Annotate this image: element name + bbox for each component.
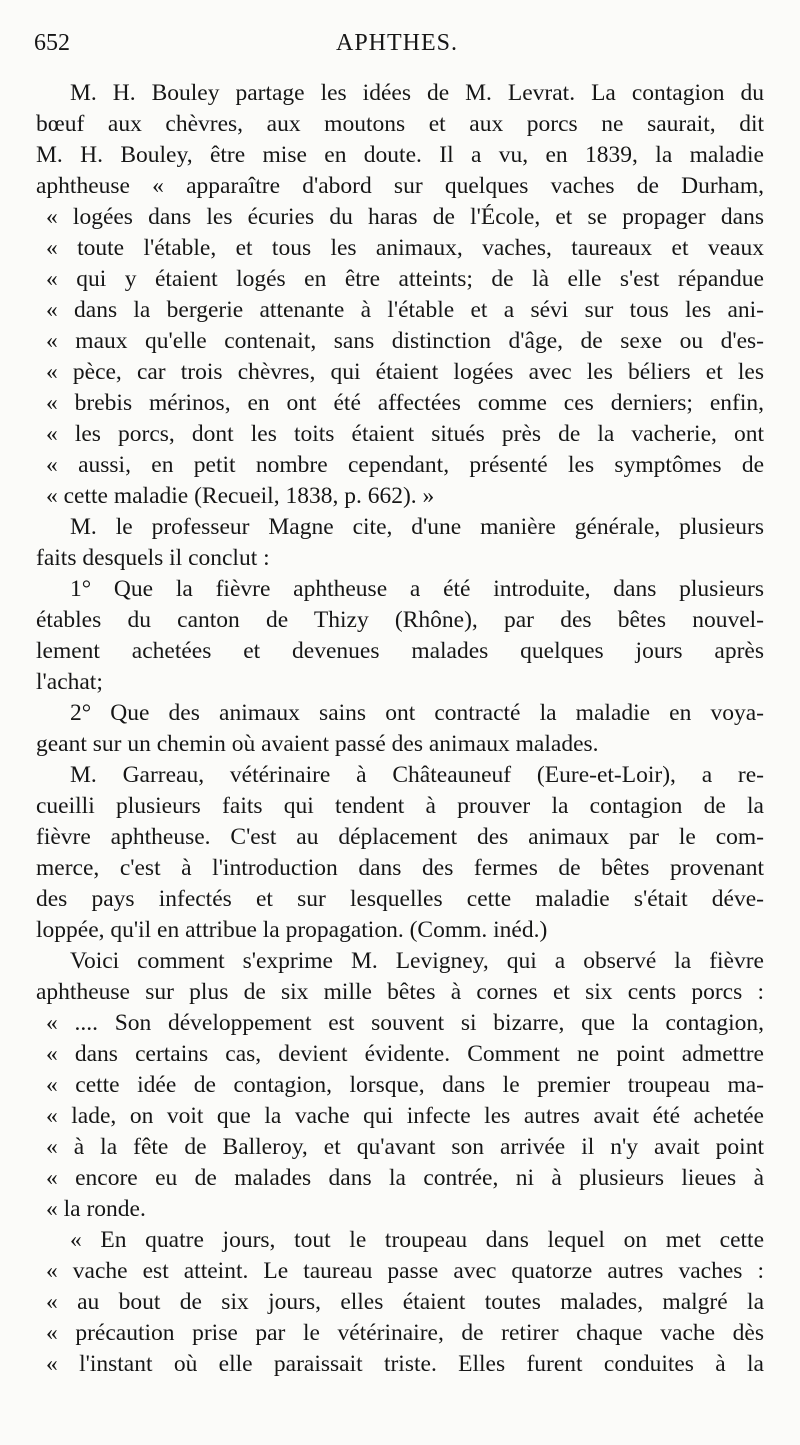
text-line: « maux qu'elle contenait, sans distinction d'âge, de sexe ou d'es- bbox=[46, 328, 764, 354]
text-line: « les porcs, dont les toits étaient situés près de la vacherie, ont bbox=[46, 421, 764, 447]
text-line: « précaution prise par le vétérinaire, de retirer chaque vache dès bbox=[46, 1320, 764, 1346]
body-text bbox=[36, 78, 764, 1380]
text-line: lement achetées et devenues malades quelques jours après bbox=[36, 638, 764, 664]
text-line: « l'instant où elle paraissait triste. Elles furent conduites à la bbox=[46, 1351, 764, 1377]
page-number: 652 bbox=[34, 30, 70, 56]
text-line: M. H. Bouley, être mise en doute. Il a vu, en 1839, la maladie bbox=[36, 142, 764, 168]
text-line: faits desquels il conclut : bbox=[36, 545, 270, 571]
text-line: « cette maladie (Recueil, 1838, p. 662). » bbox=[46, 483, 435, 509]
text-line: « qui y étaient logés en être atteints; de là elle s'est répandue bbox=[46, 266, 764, 292]
text-line: « cette idée de contagion, lorsque, dans le premier troupeau ma- bbox=[46, 1072, 764, 1098]
text-line: aphtheuse sur plus de six mille bêtes à cornes et six cents porcs : bbox=[36, 979, 764, 1005]
text-line: M. Garreau, vétérinaire à Châteauneuf (Eure-et-Loir), a re- bbox=[70, 762, 764, 788]
text-line: « pèce, car trois chèvres, qui étaient logées avec les béliers et les bbox=[46, 359, 764, 385]
text-line: « dans certains cas, devient évidente. Comment ne point admettre bbox=[46, 1041, 764, 1067]
text-line: cueilli plusieurs faits qui tendent à prouver la contagion de la bbox=[36, 793, 764, 819]
text-line: geant sur un chemin où avaient passé des animaux malades. bbox=[36, 731, 599, 757]
text-line: l'achat; bbox=[36, 669, 103, 695]
text-line: Voici comment s'exprime M. Levigney, qui a observé la fièvre bbox=[70, 948, 764, 974]
text-line: des pays infectés et sur lesquelles cette maladie s'était déve- bbox=[36, 886, 764, 912]
text-line: « En quatre jours, tout le troupeau dans lequel on met cette bbox=[70, 1227, 764, 1253]
text-line: aphtheuse « apparaître d'abord sur quelques vaches de Durham, bbox=[36, 173, 764, 199]
text-line: loppée, qu'il en attribue la propagation. (Comm. inéd.) bbox=[36, 917, 548, 943]
text-line: étables du canton de Thizy (Rhône), par des bêtes nouvel- bbox=[36, 607, 764, 633]
running-title: APHTHES. bbox=[335, 30, 458, 56]
text-line: fièvre aphtheuse. C'est au déplacement des animaux par le com- bbox=[36, 824, 764, 850]
text-line: « dans la bergerie attenante à l'étable et a sévi sur tous les ani- bbox=[46, 297, 764, 323]
text-line: « encore eu de malades dans la contrée, ni à plusieurs lieues à bbox=[46, 1165, 764, 1191]
text-line: 1° Que la fièvre aphtheuse a été introduite, dans plusieurs bbox=[70, 576, 764, 602]
text-line: « la ronde. bbox=[46, 1196, 146, 1222]
text-line: « brebis mérinos, en ont été affectées comme ces derniers; enfin, bbox=[46, 390, 764, 416]
text-line: 2° Que des animaux sains ont contracté la maladie en voya- bbox=[70, 700, 764, 726]
text-line: bœuf aux chèvres, aux moutons et aux porcs ne saurait, dit bbox=[36, 111, 764, 137]
text-line: « à la fête de Balleroy, et qu'avant son arrivée il n'y avait point bbox=[46, 1134, 764, 1160]
text-line: « au bout de six jours, elles étaient toutes malades, malgré la bbox=[46, 1289, 764, 1315]
page-header bbox=[34, 30, 760, 64]
text-line: « aussi, en petit nombre cependant, présenté les symptômes de bbox=[46, 452, 764, 478]
text-line: « lade, on voit que la vache qui infecte les autres avait été achetée bbox=[46, 1103, 764, 1129]
text-line: « .... Son développement est souvent si bizarre, que la contagion, bbox=[46, 1010, 764, 1036]
text-line: M. H. Bouley partage les idées de M. Levrat. La contagion du bbox=[70, 80, 764, 106]
text-line: « toute l'étable, et tous les animaux, vaches, taureaux et veaux bbox=[46, 235, 764, 261]
text-line: « vache est atteint. Le taureau passe avec quatorze autres vaches : bbox=[46, 1258, 764, 1284]
text-line: « logées dans les écuries du haras de l'École, et se propager dans bbox=[46, 204, 764, 230]
text-line: M. le professeur Magne cite, d'une manière générale, plusieurs bbox=[70, 514, 764, 540]
text-line: merce, c'est à l'introduction dans des fermes de bêtes provenant bbox=[36, 855, 764, 881]
